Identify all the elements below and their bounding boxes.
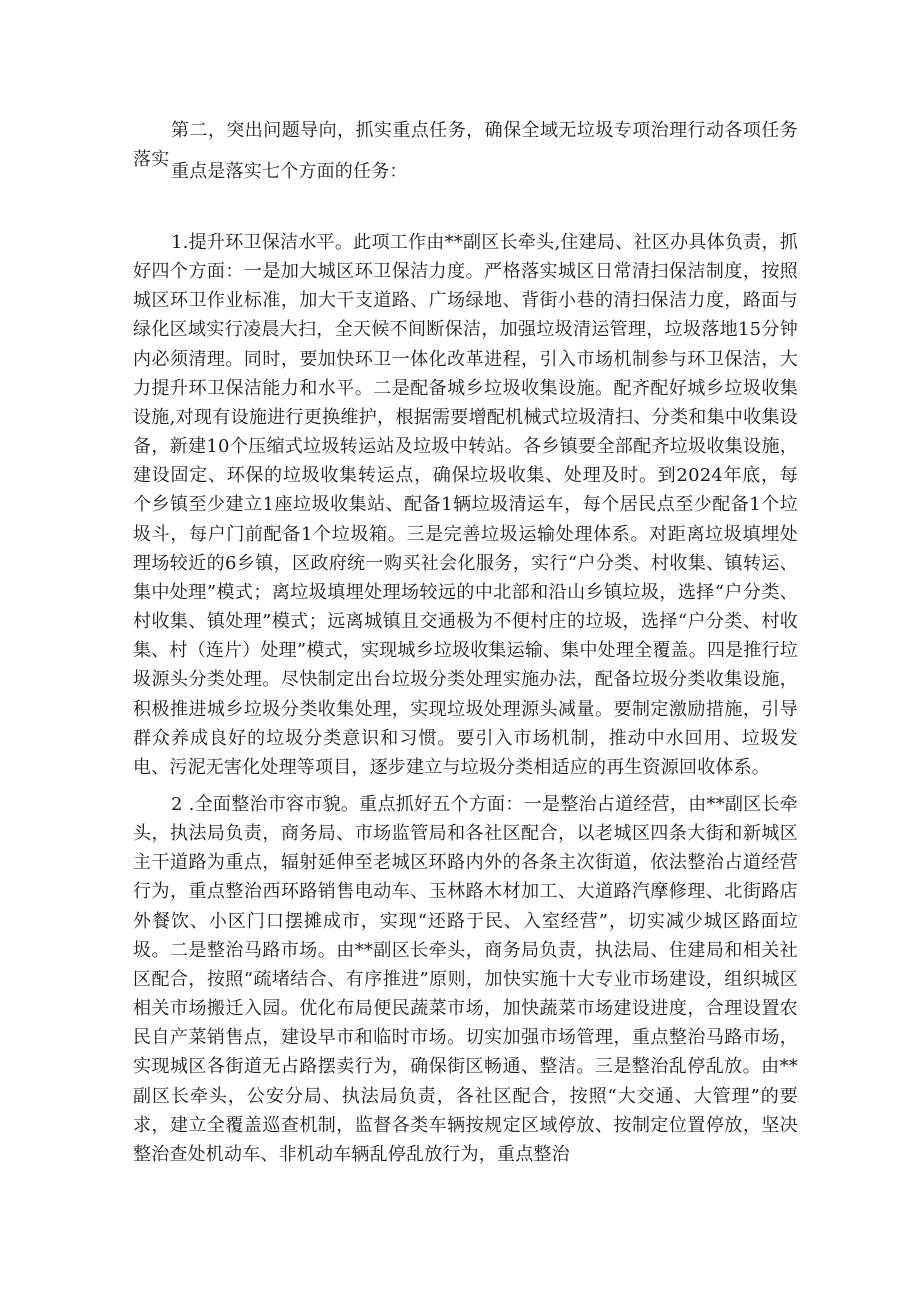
section-heading: 第二，突出问题导向，抓实重点任务，确保全域无垃圾专项治理行动各项任务落实 (133, 120, 798, 171)
item-2-paragraph: 2 .全面整治市容市貌。重点抓好五个方面：一是整治占道经营，由**副区长牵头，执法局负责，商务局、市场监管局和各社区配合，以老城区四条大街和新城区主干道路为重点，辐射延伸至老城区环路内外的各条主次街道，依法整治占道经营行为，重点整治西环路销售电动车、玉林路木材加工、大道路汽摩修理、北街路店外餐饮、小区门口摆摊成市，实现“还路于民、入室经营”，切实减少城区路面垃圾。二是整治马路市场。由**副区长牵头，商务局负责，执法局、住建局和相关社区配合，按照“疏堵结合、有序推进”原则，加快实施十大专业市场建设，组织城区相关市场搬迁入园。优化布局便民蔬菜市场，加快蔬菜市场建设进度，合理设置农民自产菜销售点，建设早市和临时市场。切实加强市场管理，重点整治马路市场，实现城区各街道无占路摆卖行为，确保街区畅通、整洁。三是整治乱停乱放。由**副区长牵头，公安分局、执法局负责，各社区配合，按照“大交通、大管理”的要求，建立全覆盖巡查机制，监督各类车辆按规定区域停放、按制定位置停放，坚决整治查处机动车、非机动车辆乱停乱放行为，重点整治 (133, 794, 798, 1165)
intro-paragraph: 重点是落实七个方面的任务： (171, 161, 408, 182)
item-1-paragraph: 1.提升环卫保洁水平。此项工作由**副区长牵头,住建局、社区办具体负责，抓好四个方面：一是加大城区环卫保洁力度。严格落实城区日常清扫保洁制度，按照城区环卫作业标准，加大干支道路、广场绿地、背街小巷的清扫保洁力度，路面与绿化区域实行凌晨大扫，全天候不间断保洁，加强垃圾清运管理，垃圾落地15分钟内必须清理。同时，要加快环卫一体化改革进程，引入市场机制参与环卫保洁，大力提升环卫保洁能力和水平。二是配备城乡垃圾收集设施。配齐配好城乡垃圾收集设施,对现有设施进行更换维护，根据需要增配机械式垃圾清扫、分类和集中收集设备，新建10个压缩式垃圾转运站及垃圾中转站。各乡镇要全部配齐垃圾收集设施，建设固定、环保的垃圾收集转运点，确保垃圾收集、处理及时。到2024年底，每个乡镇至少建立1座垃圾收集站、配备1辆垃圾清运车，每个居民点至少配备1个垃圾斗，每户门前配备1个垃圾箱。三是完善垃圾运输处理体系。对距离垃圾填埋处理场较近的6乡镇，区政府统一购买社会化服务，实行“户分类、村收集、镇转运、集中处理”模式；离垃圾填埋处理场较远的中北部和沿山乡镇垃圾，选择“户分类、村收集、镇处理”模式；远离城镇且交通极为不便村庄的垃圾，选择“户分类、村收集、村（连片）处理”模式，实现城乡垃圾收集运输、集中处理全覆盖。四是推行垃圾源头分类处理。尽快制定出台垃圾分类处理实施办法，配备垃圾分类收集设施，积极推进城乡垃圾分类收集处理，实现垃圾处理源头减量。要制定激励措施，引导群众养成良好的垃圾分类意识和习惯。要引入市场机制，推动中水回用、垃圾发电、污泥无害化处理等项目，逐步建立与垃圾分类相适应的再生资源回收体系。 (133, 232, 798, 778)
